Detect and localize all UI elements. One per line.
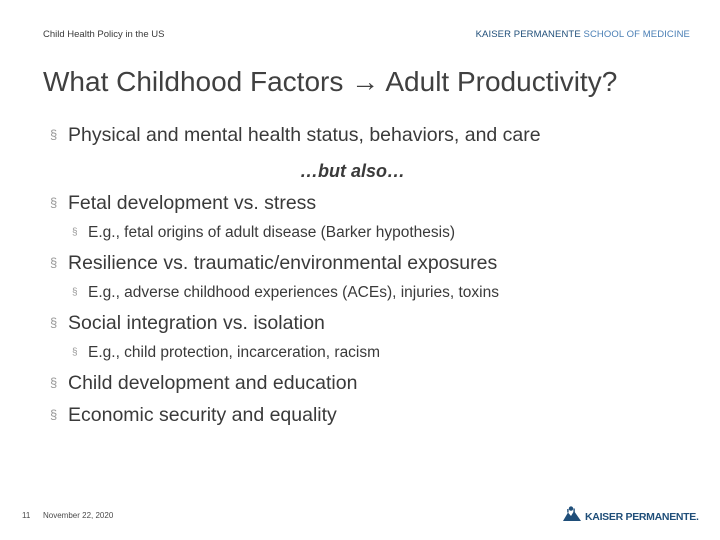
slide-title: What Childhood Factors → Adult Productivity? (43, 66, 618, 97)
bullet-marker: § (50, 315, 58, 330)
school-name-bold: KAISER PERMANENTE (475, 29, 581, 40)
bullet-text: Social integration vs. isolation (68, 312, 325, 334)
bullet-item (50, 404, 337, 427)
sub-bullet-item (72, 344, 380, 362)
bullet-item (50, 124, 541, 147)
sub-bullet-item (72, 284, 499, 302)
bullet-marker: § (50, 127, 58, 142)
bullet-item (50, 252, 497, 275)
kaiser-permanente-logo-icon (562, 506, 582, 527)
bullet-text: Fetal development vs. stress (68, 192, 317, 214)
bullet-marker: § (50, 255, 58, 270)
school-name-light: SCHOOL OF MEDICINE (580, 29, 690, 40)
bullet-item (50, 372, 357, 395)
bullet-marker: § (50, 407, 58, 422)
interstitial-text: …but also… (300, 161, 406, 181)
bullet-text: E.g., adverse childhood experiences (ACEs), injuries, toxins (88, 284, 499, 301)
school-name (476, 29, 690, 40)
bullet-marker: § (72, 287, 78, 298)
bullet-text: Physical and mental health status, behaviors, and care (68, 124, 541, 146)
course-title: Child Health Policy in the US (43, 29, 165, 40)
bullet-text: Resilience vs. traumatic/environmental exposures (68, 252, 498, 274)
bullet-text: Child development and education (68, 372, 358, 394)
bullet-text: E.g., fetal origins of adult disease (Barker hypothesis) (88, 224, 456, 241)
bullet-text: Economic security and equality (68, 404, 337, 426)
kaiser-permanente-logo (562, 506, 699, 527)
page-number: 11 (22, 511, 31, 520)
bullet-item (50, 192, 316, 215)
bullet-item (50, 312, 325, 335)
bullet-text: E.g., child protection, incarceration, racism (88, 344, 381, 361)
sub-bullet-item (72, 224, 455, 242)
logo-wordmark: KAISER PERMANENTE. (585, 510, 699, 523)
bullet-marker: § (72, 227, 78, 238)
footer-date: November 22, 2020 (43, 511, 114, 520)
bullet-marker: § (72, 347, 78, 358)
bullet-marker: § (50, 195, 58, 210)
bullet-marker: § (50, 375, 58, 390)
